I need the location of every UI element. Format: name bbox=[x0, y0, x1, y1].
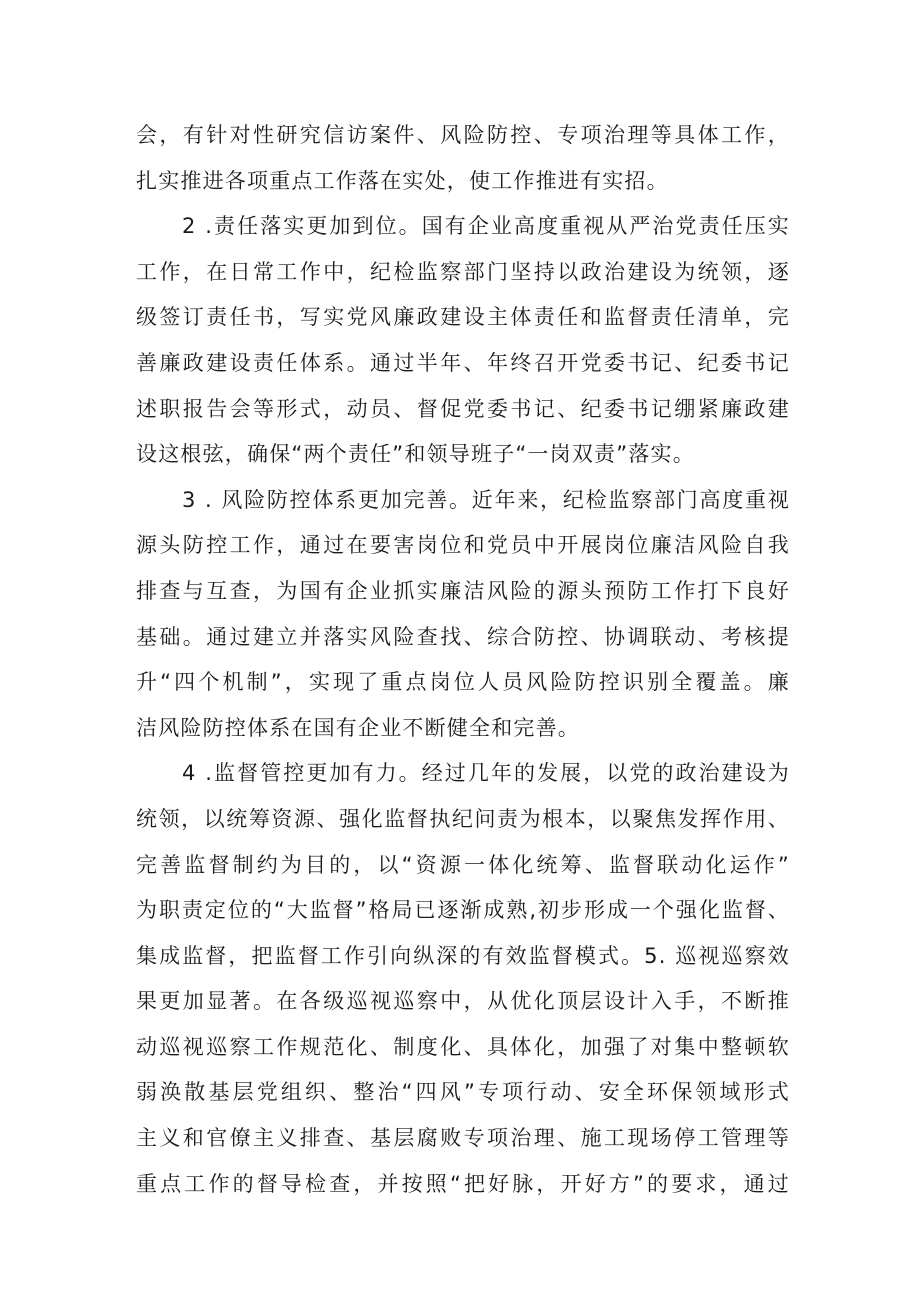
text-line: 果更加显著。在各级巡视巡察中，从优化顶层设计入手，不断推 bbox=[136, 989, 790, 1014]
text-line: 弱涣散基层党组织、整治“四风”专项行动、安全环保领域形式 bbox=[136, 1080, 790, 1105]
text-line: 完善监督制约为目的，以“资源一体化统筹、监督联动化运作” bbox=[136, 852, 790, 877]
text-line: 工作，在日常工作中，纪检监察部门坚持以政治建设为统领，逐 bbox=[136, 259, 790, 284]
text-line: 级签订责任书，写实党风廉政建设主体责任和监督责任清单，完 bbox=[136, 305, 790, 330]
text-line: 升“四个机制”，实现了重点岗位人员风险防控识别全覆盖。廉 bbox=[136, 670, 790, 695]
text-line: 设这根弦，确保“两个责任”和领导班子“一岗双责”落实。 bbox=[136, 442, 695, 467]
text-line: 善廉政建设责任体系。通过半年、年终召开党委书记、纪委书记 bbox=[136, 350, 790, 375]
text-line: 述职报告会等形式，动员、督促党委书记、纪委书记绷紧廉政建 bbox=[136, 396, 790, 421]
text-line: 统领，以统筹资源、强化监督执纪问责为根本，以聚焦发挥作用、 bbox=[136, 806, 790, 831]
text-line: 源头防控工作，通过在要害岗位和党员中开展岗位廉洁风险自我 bbox=[136, 533, 790, 558]
text-line: 基础。通过建立并落实风险查找、综合防控、协调联动、考核提 bbox=[136, 624, 790, 649]
text-line: 主义和官僚主义排查、基层腐败专项治理、施工现场停工管理等 bbox=[136, 1126, 790, 1151]
text-line: 排查与互查，为国有企业抓实廉洁风险的源头预防工作打下良好 bbox=[136, 578, 790, 603]
text-line: 集成监督，把监督工作引向纵深的有效监督模式。5. 巡视巡察效 bbox=[136, 943, 790, 968]
text-line: 3 . 风险防控体系更加完善。近年来，纪检监察部门高度重视 bbox=[182, 487, 790, 512]
text-line: 4 .监督管控更加有力。经过几年的发展，以党的政治建设为 bbox=[182, 761, 790, 786]
text-line: 重点工作的督导检查，并按照“把好脉，开好方”的要求，通过 bbox=[136, 1171, 790, 1196]
text-line: 2 .责任落实更加到位。国有企业高度重视从严治党责任压实 bbox=[182, 214, 790, 239]
text-line: 动巡视巡察工作规范化、制度化、具体化，加强了对集中整顿软 bbox=[136, 1034, 790, 1059]
body-text bbox=[136, 113, 790, 1207]
text-line: 为职责定位的“大监督”格局已逐渐成熟,初步形成一个强化监督、 bbox=[136, 898, 790, 923]
text-line: 扎实推进各项重点工作落在实处，使工作推进有实招。 bbox=[136, 168, 669, 193]
text-line: 洁风险防控体系在国有企业不断健全和完善。 bbox=[136, 715, 580, 740]
text-line: 会，有针对性研究信访案件、风险防控、专项治理等具体工作， bbox=[136, 123, 790, 147]
